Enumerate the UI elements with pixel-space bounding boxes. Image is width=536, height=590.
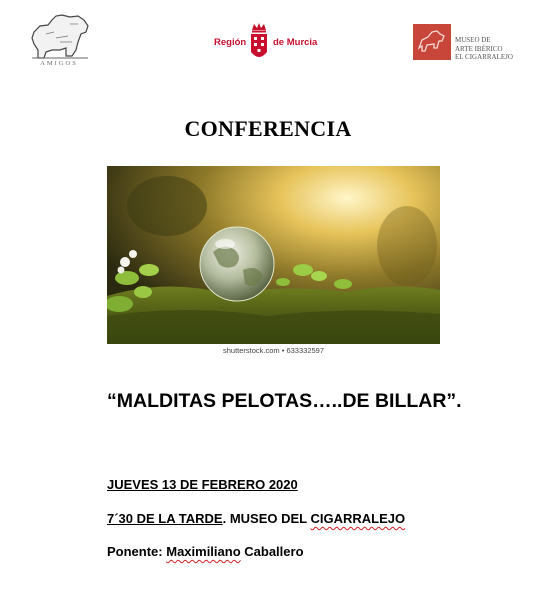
museo-line-3: EL CIGARRALEJO [455,53,513,61]
museo-line-2: ARTE IBÉRICO [455,44,503,53]
speaker-first-name: Maximiliano [166,544,241,559]
glass-globe-image [107,166,440,344]
photo-credit: shutterstock.com • 633332597 [222,346,325,355]
museo-line-1: MUSEO DE [455,36,491,44]
museo-logo-text [455,36,513,62]
museo-logo-box [413,24,451,60]
event-time-venue [107,511,405,526]
speaker-last-name: Caballero [240,544,304,559]
horse-sculpture-icon [26,12,92,62]
crown-shield-icon [249,22,269,64]
speaker-label: Ponente: [107,544,167,559]
venue-prefix: MUSEO DEL [226,511,311,526]
horse-outline-icon [413,24,451,60]
murcia-label: de Murcia [273,37,318,48]
amigos-logo-text: AMIGOS [40,60,78,67]
globe-moss-photo [107,166,440,344]
amigos-logo [26,12,92,70]
talk-title: “MALDITAS PELOTAS…..DE BILLAR”. [107,390,462,412]
region-murcia-logo [210,22,330,66]
event-speaker [107,544,304,559]
event-date: JUEVES 13 DE FEBRERO 2020 [107,477,298,492]
region-label: Región [214,37,247,48]
museo-cigarralejo-logo [413,24,523,64]
venue-name: CIGARRALEJO [310,511,406,526]
event-time-dot: . [222,511,227,526]
event-time: 7´30 DE LA TARDE [107,511,223,526]
page-title: CONFERENCIA [184,116,352,141]
